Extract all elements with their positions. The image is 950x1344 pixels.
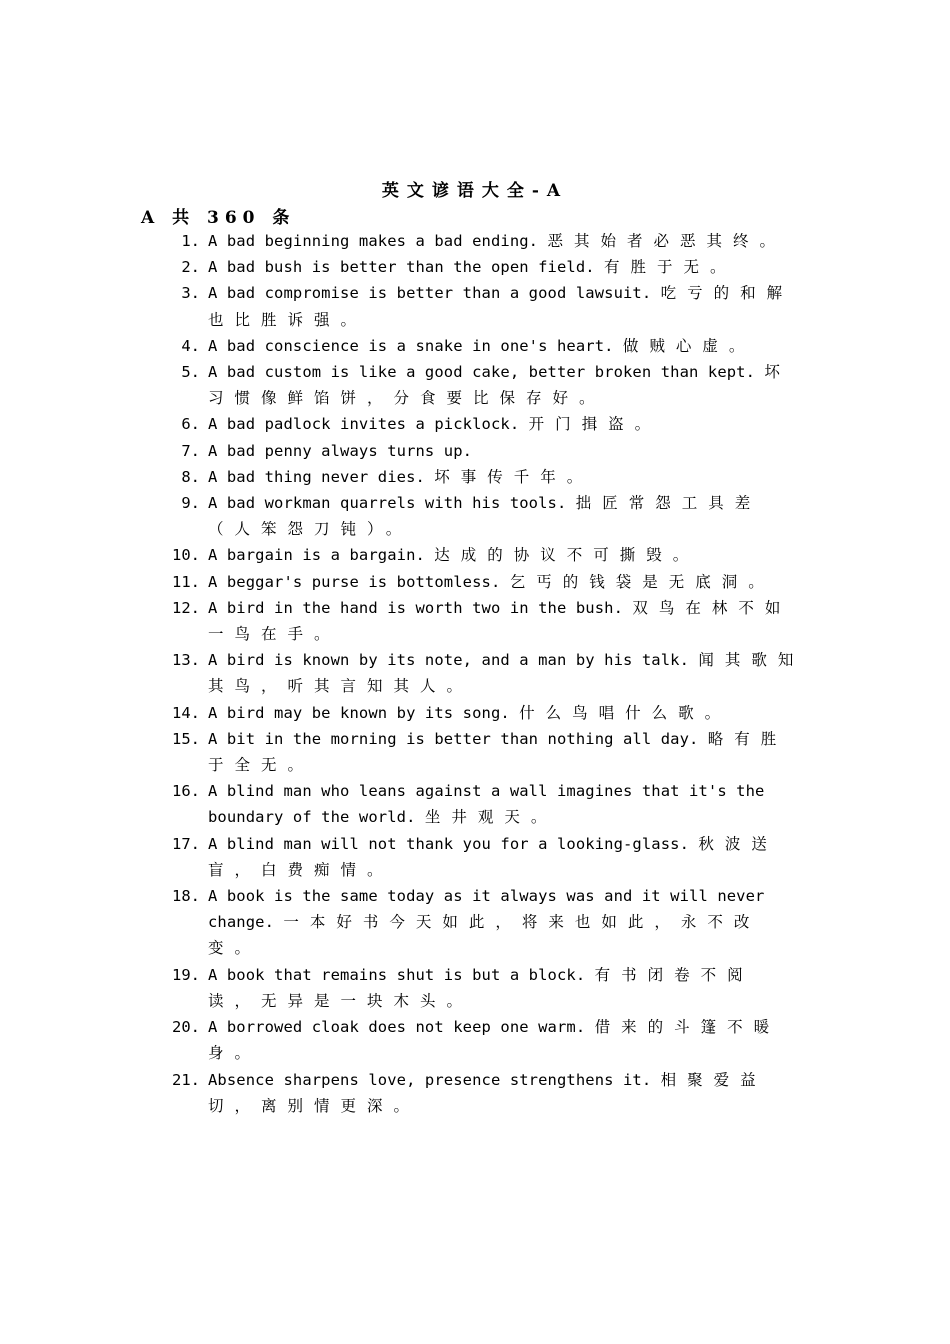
list-item [160,333,805,359]
item-number: 7. [181,441,200,460]
english-proverb: A bird in the hand is worth two in the bush. [208,598,623,617]
chinese-translation: 一本好书今天如此，将来也如此，永不改变。 [208,913,761,958]
english-proverb: A bad penny always turns up. [208,441,473,460]
item-number: 16. [172,782,200,801]
item-number: 8. [181,467,200,486]
chinese-translation: 双鸟在林不如一鸟在手。 [208,598,792,644]
list-item [160,280,805,332]
english-proverb: A bad compromise is better than a good lawsuit. [208,284,652,303]
item-text [208,333,805,359]
list-item [160,254,805,280]
item-number: 3. [181,284,200,303]
list-item [160,778,805,830]
item-text [208,778,805,830]
english-proverb: A bad beginning makes a bad ending. [208,232,539,250]
chinese-translation: 坐井观天。 [424,808,558,827]
list-item [160,542,805,568]
list-item [160,490,805,542]
list-item [160,464,805,490]
chinese-translation: 恶其始者必恶其终。 [547,232,786,250]
list-item [160,1014,805,1066]
item-number: 21. [172,1070,200,1089]
item-number: 9. [181,494,200,513]
list-item [160,359,805,411]
english-proverb: A bad bush is better than the open field. [208,258,595,277]
chinese-translation: 乞丐的钱袋是无底洞。 [509,572,775,591]
english-proverb: A bit in the morning is better than nothing all day. [208,729,699,748]
chinese-translation: 借来的斗篷不暖身。 [208,1018,781,1063]
english-proverb: A beggar's purse is bottomless. [208,572,501,591]
item-text [208,1014,805,1066]
english-proverb: A bargain is a bargain. [208,546,425,565]
list-item [160,569,805,595]
chinese-translation: 达成的协议不可撕毁。 [434,546,700,565]
chinese-translation: 秋波送盲，白费痴情。 [208,834,778,879]
item-text [208,962,805,1014]
item-text [208,569,805,595]
item-number: 2. [181,258,200,277]
item-number: 15. [172,729,200,748]
page-title: 英文谚语大全-A [381,181,569,201]
item-text [208,726,805,778]
english-proverb: Absence sharpens love, presence strengthens it. [208,1070,652,1089]
section-heading: A 共 360 条 [141,208,296,228]
chinese-translation: 有胜于无。 [604,258,737,277]
english-proverb: A bad thing never dies. [208,467,425,486]
english-proverb: A book is the same today as it always was and it will never change. [208,887,765,932]
list-item [160,1067,805,1119]
list-item [160,438,805,464]
list-item [160,411,805,437]
item-number: 14. [172,703,200,722]
item-text [208,647,805,699]
item-text [208,228,805,254]
chinese-translation: 有书闭卷不阅读，无异是一块木头。 [208,965,754,1010]
english-proverb: A book that remains shut is but a block. [208,965,586,984]
chinese-translation: 什么鸟唱什么歌。 [519,703,732,722]
english-proverb: A bad custom is like a good cake, better broken than kept. [208,363,756,382]
proverb-list [160,228,805,1119]
item-text [208,595,805,647]
list-item [160,831,805,883]
english-proverb: A bad padlock invites a picklock. [208,415,520,434]
item-number: 17. [172,834,200,853]
chinese-translation: 拙匠常怨工具差（人笨怨刀钝）。 [208,494,762,539]
item-text [208,883,805,962]
item-number: 1. [181,232,200,250]
item-text [208,254,805,280]
item-number: 12. [172,598,200,617]
item-text [208,280,805,332]
item-number: 5. [181,363,200,382]
chinese-translation: 开门揖盗。 [528,415,662,434]
chinese-translation: 吃亏的和解也比胜诉强。 [208,284,794,329]
english-proverb: A bird may be known by its song. [208,703,510,722]
item-number: 11. [172,572,200,591]
item-number: 4. [181,336,200,355]
english-proverb: A bird is known by its note, and a man by his talk. [208,651,690,670]
item-text [208,359,805,411]
item-number: 20. [172,1018,200,1037]
english-proverb: A bad workman quarrels with his tools. [208,494,567,513]
list-item [160,228,805,254]
item-text [208,438,805,464]
chinese-translation: 做贼心虚。 [622,336,756,355]
item-number: 13. [172,651,200,670]
list-item [160,647,805,699]
item-number: 19. [172,965,200,984]
item-text [208,490,805,542]
english-proverb: A bad conscience is a snake in one's heart. [208,336,614,355]
list-item [160,962,805,1014]
item-text [208,700,805,726]
chinese-translation: 坏事传千年。 [434,467,594,486]
english-proverb: A blind man who leans against a wall imagines that it's the boundary of the world. [208,782,765,827]
chinese-translation: 闻其歌知其鸟，听其言知其人。 [208,651,805,696]
item-text [208,1067,805,1119]
item-text [208,464,805,490]
item-text [208,411,805,437]
list-item [160,700,805,726]
item-number: 18. [172,887,200,906]
item-number: 10. [172,546,200,565]
chinese-translation: 略有胜于全无。 [208,729,788,775]
chinese-translation: 坏习惯像鲜馅饼，分食要比保存好。 [208,363,791,408]
list-item [160,883,805,962]
chinese-translation: 相聚爱益切，离别情更深。 [208,1070,767,1115]
item-number: 6. [181,415,200,434]
list-item [160,595,805,647]
item-text [208,831,805,883]
item-text [208,542,805,568]
english-proverb: A blind man will not thank you for a looking-glass. [208,834,690,853]
english-proverb: A borrowed cloak does not keep one warm. [208,1018,586,1037]
list-item [160,726,805,778]
